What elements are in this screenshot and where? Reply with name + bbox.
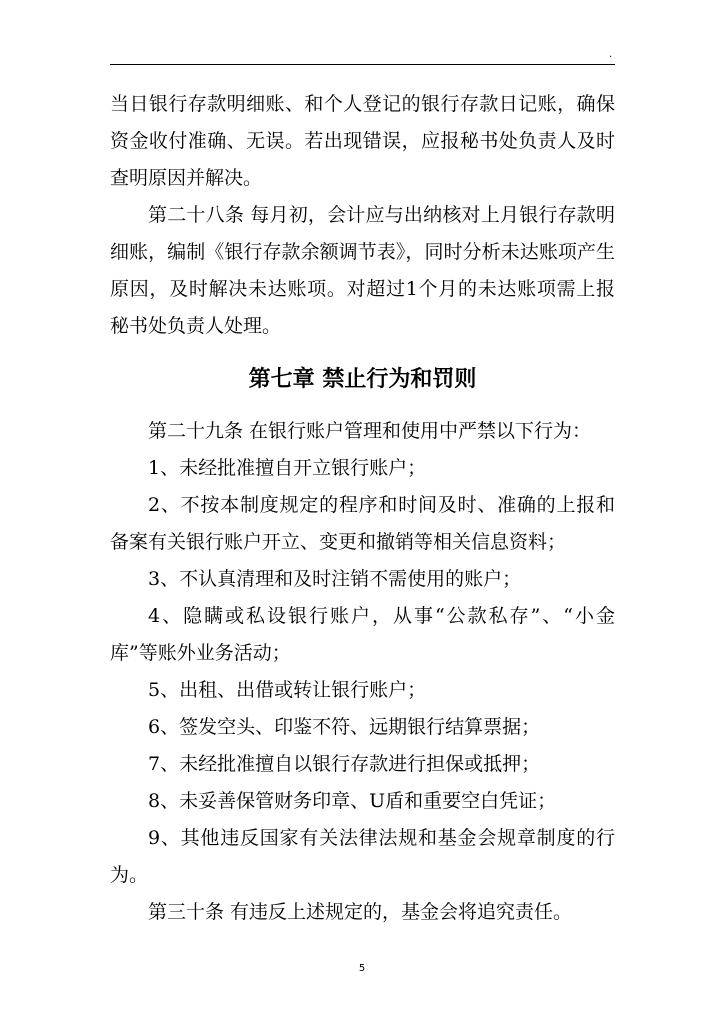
- list-item-5: 5、出租、出借或转让银行账户；: [148, 679, 427, 701]
- list-item-6: 6、签发空头、印鉴不符、远期银行结算票据；: [148, 716, 541, 738]
- document-body: [110, 86, 615, 931]
- list-item-4: 4、隐瞒或私设银行账户，从事“公款私存”、“小金库”等账外业务活动；: [110, 605, 615, 664]
- chapter-title: 第七章 禁止行为和罚则: [248, 367, 477, 392]
- header-mark: .: [609, 49, 613, 60]
- paragraph-continuation: 当日银行存款明细账、和个人登记的银行存款日记账，确保资金收付准确、无误。若出现错误，应报秘书处负责人及时查明原因并解决。: [110, 93, 615, 189]
- page-number: 5: [358, 963, 366, 974]
- list-item-8: 8、未妥善保管财务印章、U盾和重要空白凭证；: [148, 790, 557, 812]
- list-item-9: 9、其他违反国家有关法律法规和基金会规章制度的行为。: [110, 827, 615, 886]
- article-29: 第二十九条 在银行账户管理和使用中严禁以下行为：: [148, 420, 592, 442]
- article-28: 第二十八条 每月初，会计应与出纳核对上月银行存款明细账，编制《银行存款余额调节表》，同时分析未达账项产生原因，及时解决未达账项。对超过1个月的未达账项需上报秘书处负责人处理。: [110, 204, 615, 337]
- list-item-7: 7、未经批准擅自以银行存款进行担保或抵押；: [148, 753, 541, 775]
- list-item-1: 1、未经批准擅自开立银行账户；: [148, 457, 427, 479]
- article-30: 第三十条 有违反上述规定的，基金会将追究责任。: [148, 901, 573, 923]
- list-item-3: 3、不认真清理和及时注销不需使用的账户；: [148, 568, 522, 590]
- header-rule: [110, 64, 615, 65]
- list-item-2: 2、不按本制度规定的程序和时间及时、准确的上报和备案有关银行账户开立、变更和撤销等相关信息资料；: [110, 494, 615, 553]
